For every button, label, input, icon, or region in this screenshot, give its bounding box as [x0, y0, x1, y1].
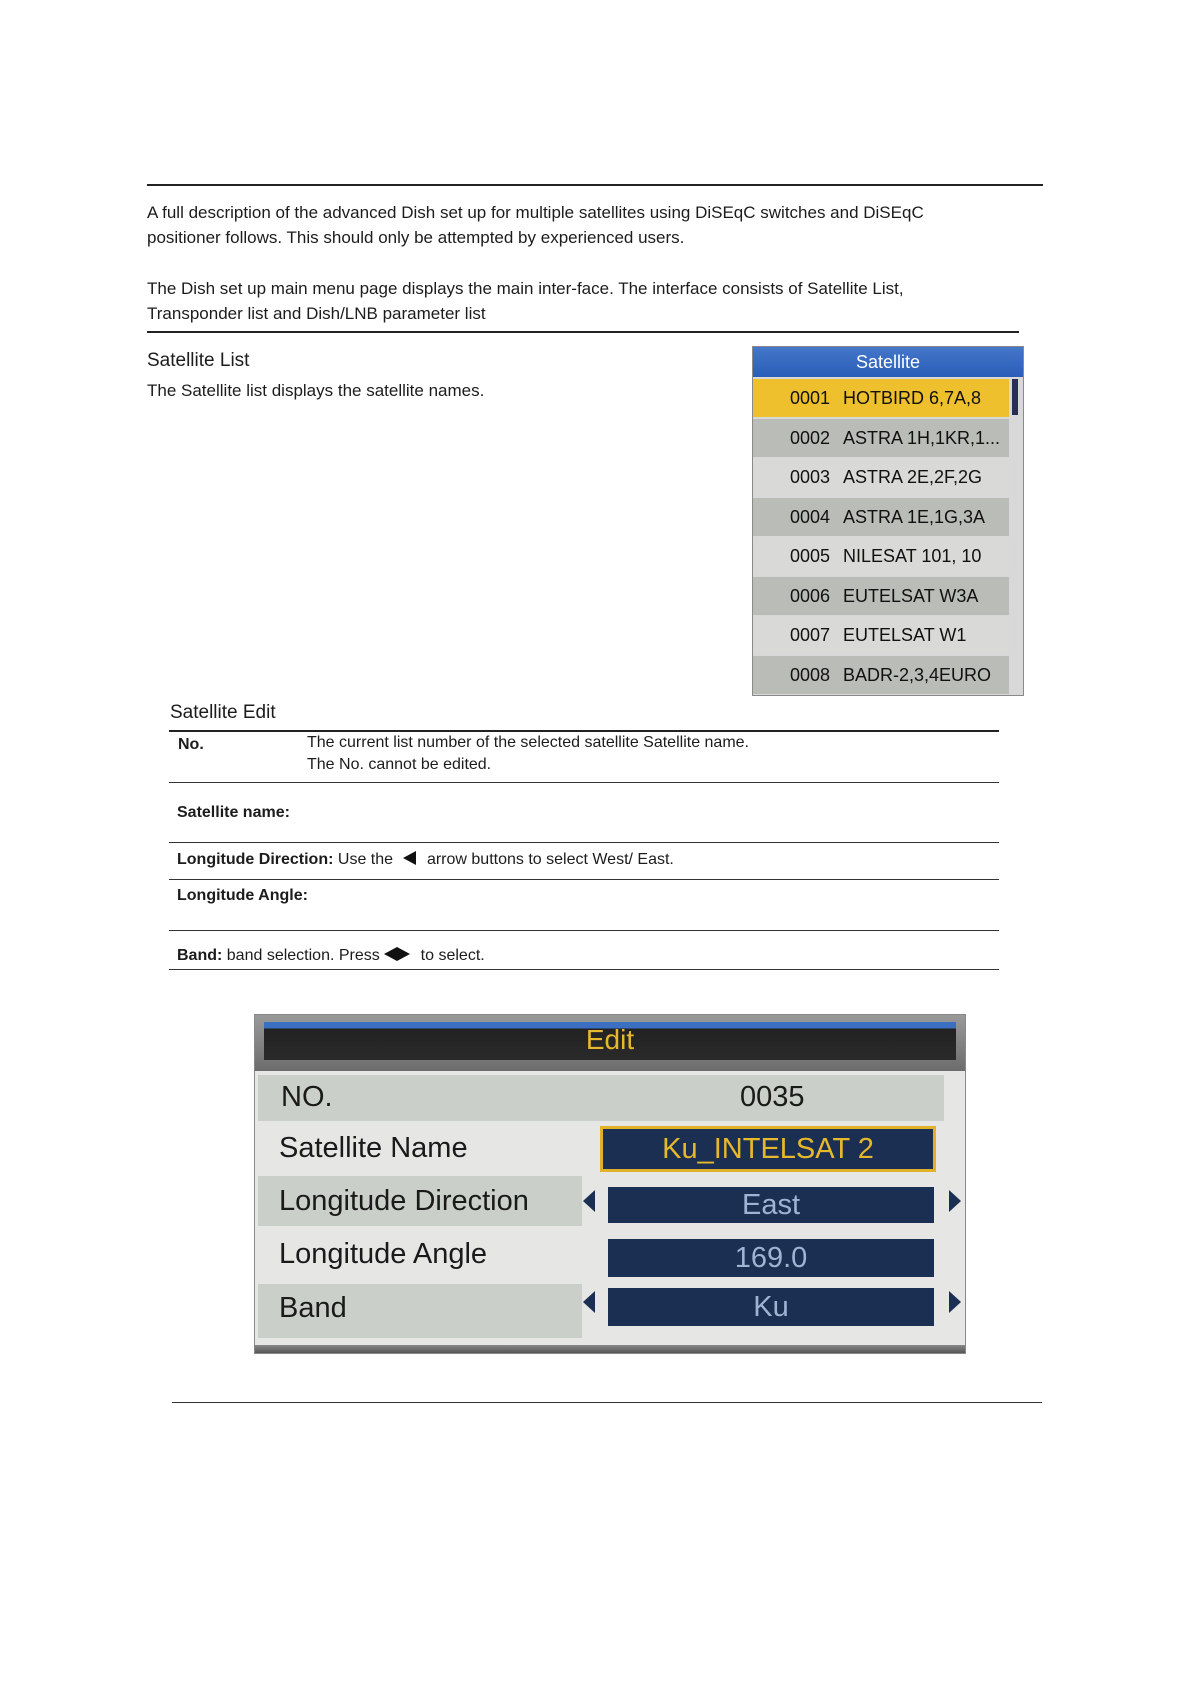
satellite-number: 0003: [790, 467, 831, 487]
left-arrow-icon: [403, 851, 416, 865]
satellite-row-selected[interactable]: [753, 379, 1009, 417]
edit-name-label: Satellite Name: [279, 1132, 468, 1164]
satellite-name: NILESAT 101, 10: [843, 546, 982, 566]
edit-longdir-label: Longitude Direction: [279, 1185, 529, 1217]
edit-dialog: [254, 1014, 966, 1354]
section-rule: [147, 331, 1019, 333]
satellite-list-description: The Satellite list displays the satellite names.: [147, 381, 485, 400]
no-description: [307, 732, 749, 776]
band-desc-b: to select.: [420, 947, 485, 964]
intro-line-1b: multiple satellites using DiSEqC switches and DiSEqC: [515, 203, 924, 222]
no-desc-line-1: The current list number of the selected satellite Satellite name.: [307, 734, 749, 751]
longitude-direction-label: Longitude Direction:: [177, 851, 334, 868]
longitude-direction-desc-b: arrow buttons to select West/ East.: [426, 851, 674, 868]
band-row: [177, 943, 485, 968]
satellite-name: EUTELSAT W3A: [843, 585, 979, 606]
edit-titlebar: [255, 1015, 965, 1071]
intro-paragraph-1: [147, 200, 924, 250]
no-desc-line-2: The No. cannot be edited.: [307, 756, 492, 773]
satellite-row[interactable]: [753, 537, 1009, 575]
satellite-row[interactable]: [753, 577, 1009, 615]
longdir-left-arrow-icon[interactable]: [583, 1190, 595, 1212]
edit-no-value: 0035: [740, 1081, 805, 1113]
intro-line-1a: A full description of the advanced Dish set up for: [147, 203, 516, 222]
longitude-direction-select[interactable]: East: [608, 1187, 934, 1223]
band-left-arrow-icon[interactable]: [583, 1291, 595, 1313]
satellite-number: 0002: [790, 427, 831, 448]
longdir-right-arrow-icon[interactable]: [949, 1190, 961, 1212]
satellite-scrollbar[interactable]: [1012, 379, 1018, 415]
satellite-number: 0008: [790, 664, 831, 685]
top-rule: [147, 184, 1043, 186]
right-arrow-icon: [397, 947, 410, 961]
edit-title: Edit: [585, 1024, 635, 1055]
intro-p2-line-2: Transponder list and Dish/LNB parameter list: [147, 304, 486, 323]
edit-band-label: Band: [279, 1292, 347, 1324]
satellite-edit-heading: Satellite Edit: [170, 702, 276, 723]
row-divider-3: [169, 879, 999, 880]
intro-paragraph-2: [147, 276, 904, 326]
row-divider-1: [169, 782, 999, 783]
satellite-row[interactable]: [753, 458, 1009, 496]
satellite-list-widget: [752, 346, 1024, 696]
no-row-band: [258, 1075, 944, 1121]
intro-p2-line-1: The Dish set up main menu page displays the main inter-face. The interface consists of Satellite List,: [147, 279, 904, 298]
band-label: Band:: [177, 947, 223, 964]
satellite-row[interactable]: [753, 656, 1009, 694]
satellite-number: 0006: [790, 585, 831, 606]
satellite-row[interactable]: [753, 419, 1009, 457]
satellite-number: 0004: [790, 506, 831, 527]
intro-line-2: [147, 225, 924, 250]
satellite-list-heading: Satellite List: [147, 350, 250, 371]
left-arrow-icon: [384, 947, 397, 961]
band-desc-a: band selection. Press: [226, 947, 380, 964]
footer-rule: [172, 1402, 1042, 1403]
intro-line-1: [147, 200, 924, 225]
satellite-number: 0001: [790, 388, 831, 408]
satellite-row[interactable]: [753, 498, 1009, 536]
row-divider-4: [169, 930, 999, 931]
satellite-number: 0005: [790, 546, 831, 566]
row-divider-5: [169, 969, 999, 970]
satellite-name-label: Satellite name:: [177, 804, 290, 821]
satellite-name: ASTRA 2E,2F,2G: [843, 467, 983, 487]
longitude-angle-input[interactable]: 169.0: [608, 1239, 934, 1277]
satellite-row[interactable]: [753, 616, 1009, 654]
longitude-direction-desc-a: Use the: [337, 851, 394, 868]
band-right-arrow-icon[interactable]: [949, 1291, 961, 1313]
edit-no-label: NO.: [281, 1081, 333, 1113]
no-label: No.: [178, 736, 204, 753]
satellite-name: BADR-2,3,4EURO: [843, 664, 992, 685]
satellite-name-input[interactable]: Ku_INTELSAT 2: [600, 1126, 936, 1172]
satellite-number: 0007: [790, 625, 831, 645]
intro-line-2b: experienced users.: [540, 228, 685, 247]
row-divider-2: [169, 842, 999, 843]
satellite-name: ASTRA 1E,1G,3A: [843, 506, 986, 527]
longitude-direction-row: [177, 847, 674, 872]
band-select[interactable]: Ku: [608, 1288, 934, 1326]
edit-longangle-label: Longitude Angle: [279, 1238, 488, 1270]
edit-bottom-bar: [255, 1345, 965, 1353]
satellite-name: EUTELSAT W1: [843, 625, 967, 645]
satellite-name: HOTBIRD 6,7A,8: [843, 388, 982, 408]
longitude-angle-label: Longitude Angle:: [177, 887, 308, 904]
satellite-name: ASTRA 1H,1KR,1...: [843, 427, 1001, 448]
intro-line-2a: positioner follows. This should only be attempted by: [147, 228, 541, 247]
satellite-list-title: Satellite: [753, 347, 1023, 377]
